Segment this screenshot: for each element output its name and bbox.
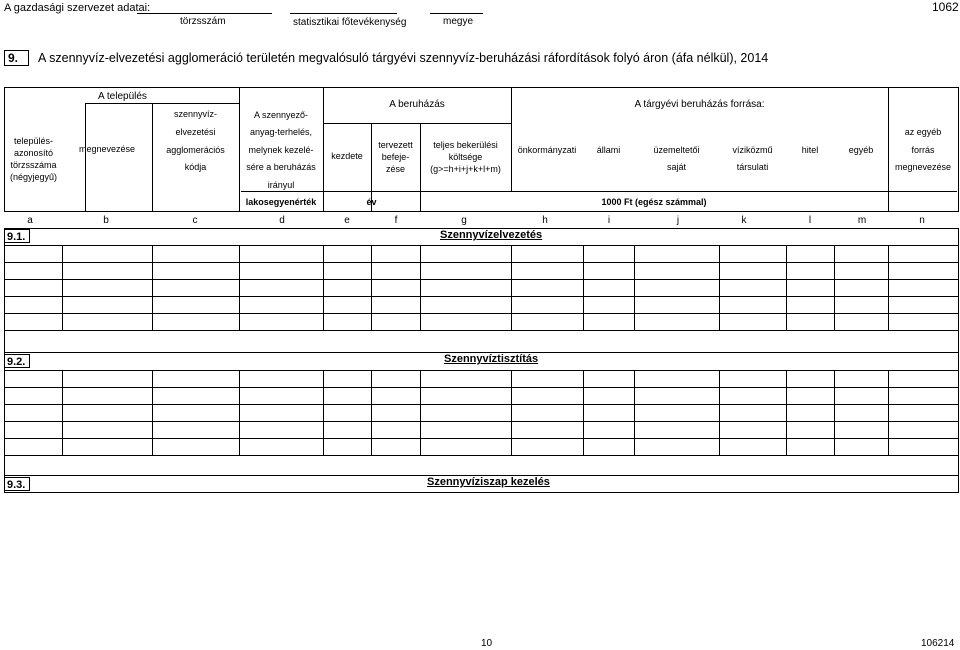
megye-caption: megye — [443, 16, 474, 27]
col-szennyezo-header-4: sére a beruházás — [246, 162, 316, 172]
group-beruhazas: A beruházás — [389, 99, 445, 110]
col-szennyezo-header-3: melynek kezelé- — [248, 145, 314, 155]
section-number-9-1: 9.1. — [4, 229, 30, 243]
letter-h: h — [542, 215, 548, 226]
section-number-9-2: 9.2. — [4, 354, 30, 368]
letter-a: a — [27, 215, 33, 226]
letter-i: i — [607, 215, 611, 226]
title-number: 9. — [4, 50, 29, 66]
col-vizikozmu-header-1: víziközmű — [732, 145, 773, 155]
col-kodja-header-1: szennyvíz- — [173, 109, 217, 119]
col-kodja-header-2: elvezetési — [175, 127, 216, 137]
letter-b: b — [103, 215, 109, 226]
unit-ev: év — [366, 197, 377, 207]
org-data-label: A gazdasági szervezet adatai: — [4, 2, 151, 14]
fotevekenyseg-line — [290, 13, 397, 14]
torzsszam-caption: törzsszám — [180, 16, 226, 27]
section-title-9-3: Szennyvíziszap kezelés — [427, 476, 550, 488]
col-onkormanyzati-header: önkormányzati — [517, 145, 577, 155]
col-hitel-header: hitel — [801, 145, 819, 155]
section-title-9-2: Szennyvíztisztítás — [444, 353, 539, 365]
page-number: 10 — [481, 638, 493, 649]
col-teljes-header: teljes bekerülési költsége (g>=h+i+j+k+l+m) — [430, 140, 501, 174]
unit-ft: 1000 Ft (egész számmal) — [601, 197, 707, 207]
letter-f: f — [394, 215, 398, 226]
group-forras: A tárgyévi beruházás forrása: — [634, 99, 765, 110]
unit-lakosegyenertek: lakosegyenérték — [245, 197, 317, 207]
col-kodja-header-4: kódja — [184, 162, 207, 172]
letter-j: j — [676, 215, 680, 226]
col-azonosito-header: település- azonosító törzsszáma (négyjegyű) — [9, 136, 58, 182]
letter-m: m — [857, 215, 867, 226]
section-number-9-3: 9.3. — [4, 477, 30, 491]
col-egyeb-forras-header-1: az egyéb — [904, 127, 942, 137]
col-szennyezo-header-2: anyag-terhelés, — [249, 127, 313, 137]
col-uzemeltetoi-header-1: üzemeltetői — [653, 145, 700, 155]
form-code: 106214 — [921, 638, 955, 649]
megye-line — [430, 13, 483, 14]
col-egyeb-forras-header-3: megnevezése — [894, 162, 952, 172]
col-megnevezese-header: megnevezése — [78, 144, 136, 154]
letter-k: k — [741, 215, 747, 226]
col-kodja-header-3: agglomerációs — [166, 145, 225, 155]
section-title-9-1: Szennyvízelvezetés — [440, 229, 543, 241]
letter-n: n — [919, 215, 925, 226]
letter-d: d — [279, 215, 285, 226]
fotevekenyseg-caption: statisztikai főtevékenység — [293, 17, 407, 28]
col-szennyezo-header-5: irányul — [267, 180, 295, 190]
col-vizikozmu-header-2: társulati — [736, 162, 769, 172]
col-egyeb-header: egyéb — [848, 145, 874, 155]
col-egyeb-forras-header-2: forrás — [911, 145, 935, 155]
torzsszam-line — [137, 13, 272, 14]
col-uzemeltetoi-header-2: saját — [666, 162, 686, 172]
col-szennyezo-header-1: A szennyező- — [253, 110, 309, 120]
letter-e: e — [344, 215, 350, 226]
col-allami-header: állami — [596, 145, 621, 155]
group-telepules: A település — [98, 91, 147, 102]
form-number: 1062 — [932, 0, 959, 14]
letter-c: c — [192, 215, 198, 226]
letter-l: l — [808, 215, 812, 226]
col-tervezett-header: tervezett befeje- zése — [378, 140, 413, 174]
col-kezdete-header: kezdete — [331, 151, 363, 161]
page-title: A szennyvíz-elvezetési agglomeráció területén megvalósuló tárgyévi szennyvíz-beruházási ráfordítások folyó áron (áfa nélkül), 2014 — [38, 51, 769, 65]
letter-g: g — [461, 215, 467, 226]
